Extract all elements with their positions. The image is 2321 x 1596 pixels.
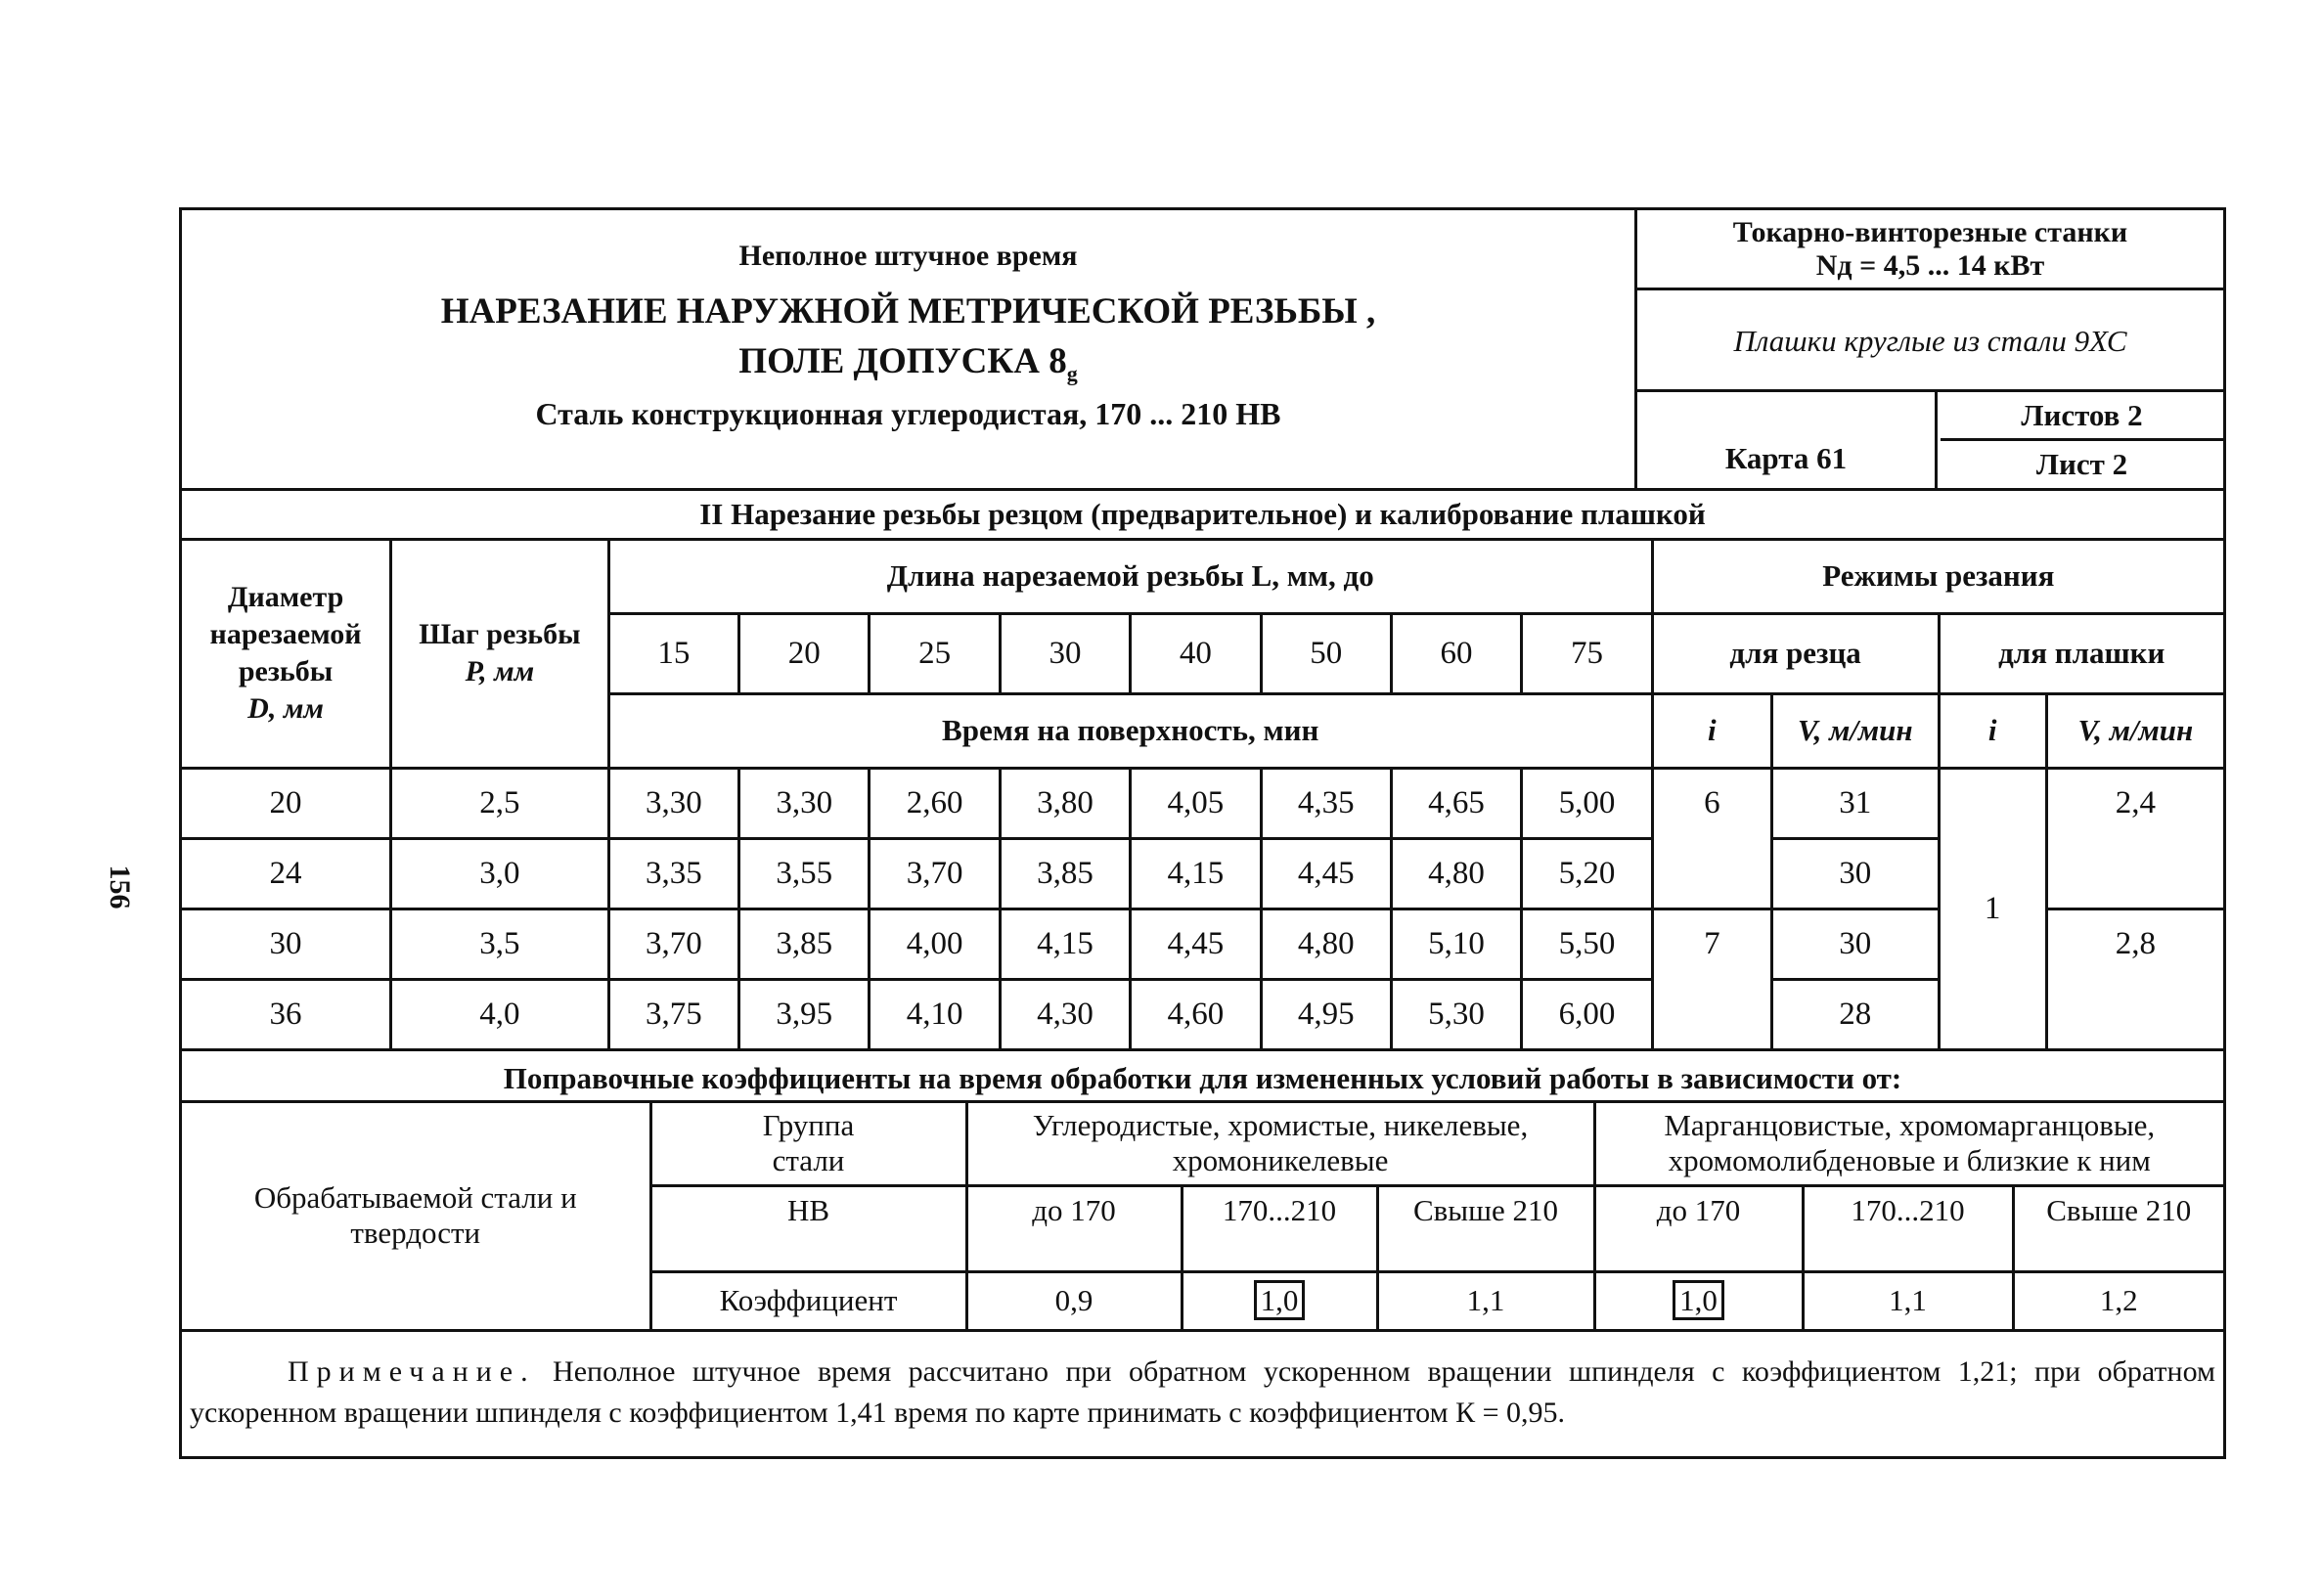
v-cut-cell: 28	[1772, 979, 1939, 1049]
v-die-cell: 2,8	[2046, 909, 2223, 1049]
i-die-header: i	[1939, 693, 2046, 768]
for-cutter-header: для резца	[1652, 613, 1939, 693]
col-diameter-label: Диаметр нарезаемой резьбы	[209, 581, 362, 688]
col-pitch-label: Шаг резьбы	[419, 618, 581, 651]
section-title: II Нарезание резьбы резцом (предварительное) и калибрование плашкой	[182, 491, 2223, 541]
i-cut-cell: 7	[1652, 909, 1771, 1049]
time-cell: 3,80	[1000, 768, 1130, 838]
time-cell: 4,80	[1391, 838, 1521, 909]
group-2-cell: Марганцовистые, хромомарганцовые, хромомолибденовые и близкие к ним	[1594, 1103, 2223, 1185]
card-sheet	[179, 207, 2226, 1459]
time-cell: 4,65	[1391, 768, 1521, 838]
header-line-4: Сталь конструкционная углеродистая, 170 ... 210 НВ	[535, 396, 1281, 431]
time-cell: 4,10	[870, 979, 1000, 1049]
time-cell: 3,85	[1000, 838, 1130, 909]
pitch-cell: 2,5	[391, 768, 609, 838]
length-cell: 40	[1131, 613, 1261, 693]
time-cell: 4,15	[1131, 838, 1261, 909]
v-cut-cell: 30	[1772, 909, 1939, 979]
group-1-cell: Углеродистые, хромистые, никелевые, хромоникелевые	[966, 1103, 1594, 1185]
length-cell: 30	[1000, 613, 1130, 693]
coef-cell: 1,1	[1377, 1271, 1594, 1330]
header-line-1: Неполное штучное время	[738, 240, 1078, 272]
time-cell: 4,05	[1131, 768, 1261, 838]
v-cut-header: V, м/мин	[1772, 693, 1939, 768]
table-row	[182, 909, 2223, 979]
time-cell: 3,75	[608, 979, 738, 1049]
time-table	[182, 541, 2223, 1051]
v-cut-cell: 31	[1772, 768, 1939, 838]
header-line-3-text: ПОЛЕ ДОПУСКА 8	[738, 341, 1067, 381]
tool-info: Плашки круглые из стали 9ХС	[1637, 293, 2223, 392]
length-cell: 20	[739, 613, 870, 693]
length-header: Длина нарезаемой резьбы L, мм, до	[608, 541, 1652, 613]
sheets-total: Листов 2	[1941, 392, 2223, 441]
coef-cell: 1,1	[1803, 1271, 2013, 1330]
pitch-cell: 3,5	[391, 909, 609, 979]
pitch-cell: 3,0	[391, 838, 609, 909]
time-cell: 5,50	[1522, 909, 1652, 979]
v-die-cell: 2,4	[2046, 768, 2223, 909]
time-cell: 5,00	[1522, 768, 1652, 838]
col-diameter-unit: D, мм	[247, 692, 324, 726]
col-pitch-unit: P, мм	[465, 655, 535, 688]
time-cell: 4,35	[1261, 768, 1391, 838]
col-diameter-header	[182, 541, 391, 768]
i-cut-header: i	[1652, 693, 1771, 768]
length-cell: 75	[1522, 613, 1652, 693]
time-cell: 4,80	[1261, 909, 1391, 979]
time-cell: 6,00	[1522, 979, 1652, 1049]
header-line-2: НАРЕЗАНИЕ НАРУЖНОЙ МЕТРИЧЕСКОЙ РЕЗЬБЫ ,	[440, 291, 1376, 332]
coef-label-cell: Коэффициент	[650, 1271, 966, 1330]
diameter-cell: 20	[182, 768, 391, 838]
time-cell: 4,00	[870, 909, 1000, 979]
hb-range-cell: до 170	[966, 1185, 1182, 1271]
time-header: Время на поверхность, мин	[608, 693, 1652, 768]
table-row	[182, 979, 2223, 1049]
note-label: Примечание.	[288, 1355, 536, 1388]
machine-line-2: Nд = 4,5 ... 14 кВт	[1815, 249, 2045, 282]
length-cell: 15	[608, 613, 738, 693]
i-die-cell: 1	[1939, 768, 2046, 1049]
time-cell: 5,10	[1391, 909, 1521, 979]
time-cell: 4,95	[1261, 979, 1391, 1049]
time-cell: 3,30	[739, 768, 870, 838]
i-cut-cell: 6	[1652, 768, 1771, 909]
time-cell: 4,15	[1000, 909, 1130, 979]
time-cell: 3,70	[608, 909, 738, 979]
machine-line-1: Токарно-винторезные станки	[1732, 216, 2128, 248]
time-cell: 4,45	[1261, 838, 1391, 909]
time-cell: 3,30	[608, 768, 738, 838]
time-cell: 3,55	[739, 838, 870, 909]
time-cell: 5,30	[1391, 979, 1521, 1049]
v-die-header: V, м/мин	[2046, 693, 2223, 768]
header-info-block	[1637, 210, 2223, 488]
time-cell: 3,95	[739, 979, 870, 1049]
coef-cell	[1182, 1271, 1377, 1330]
table-row	[182, 838, 2223, 909]
col-pitch-header	[391, 541, 609, 768]
corrections-table	[182, 1103, 2223, 1332]
time-cell: 3,35	[608, 838, 738, 909]
for-die-header: для плашки	[1939, 613, 2223, 693]
modes-header: Режимы резания	[1652, 541, 2223, 613]
hb-range-cell: 170...210	[1803, 1185, 2013, 1271]
diameter-cell: 36	[182, 979, 391, 1049]
length-cell: 50	[1261, 613, 1391, 693]
time-cell: 4,30	[1000, 979, 1130, 1049]
page-number: 156	[104, 864, 136, 909]
header-title-block	[182, 210, 1637, 488]
coef-cell	[1594, 1271, 1803, 1330]
time-cell: 5,20	[1522, 838, 1652, 909]
v-cut-cell: 30	[1772, 838, 1939, 909]
condition-cell: Обрабатываемой стали и твердости	[182, 1103, 650, 1330]
coef-cell: 0,9	[966, 1271, 1182, 1330]
length-cell: 60	[1391, 613, 1521, 693]
hb-range-cell: 170...210	[1182, 1185, 1377, 1271]
hb-label-cell: НВ	[650, 1185, 966, 1271]
pitch-cell: 4,0	[391, 979, 609, 1049]
time-cell: 3,85	[739, 909, 870, 979]
card-number: Карта 61	[1637, 392, 1938, 488]
hb-range-cell: Свыше 210	[2013, 1185, 2223, 1271]
header-line-3-sub: g	[1066, 361, 1078, 386]
diameter-cell: 30	[182, 909, 391, 979]
coef-boxed-value: 1,0	[1673, 1280, 1724, 1320]
time-cell: 4,45	[1131, 909, 1261, 979]
hb-range-cell: Свыше 210	[1377, 1185, 1594, 1271]
corrections-title: Поправочные коэффициенты на время обработки для измененных условий работы в зависимости от:	[182, 1048, 2223, 1103]
note	[182, 1342, 2223, 1434]
sheet-number: Лист 2	[2035, 447, 2128, 481]
header-line-3	[182, 340, 1634, 386]
diameter-cell: 24	[182, 838, 391, 909]
group-label-cell: Группа стали	[650, 1103, 966, 1185]
coef-boxed-value: 1,0	[1254, 1280, 1306, 1320]
table-row	[182, 768, 2223, 838]
length-cell: 25	[870, 613, 1000, 693]
coef-cell: 1,2	[2013, 1271, 2223, 1330]
machine-info	[1637, 210, 2223, 290]
time-cell: 4,60	[1131, 979, 1261, 1049]
time-cell: 3,70	[870, 838, 1000, 909]
hb-range-cell: до 170	[1594, 1185, 1803, 1271]
note-text: Неполное штучное время рассчитано при обратном ускоренном вращении шпинделя с коэффициентом 1,21; при обратном ускоренном вращении шпинделя с коэффициентом 1,41 время по карте принимать с коэффициентом К = 0,95.	[190, 1355, 2215, 1429]
time-cell: 2,60	[870, 768, 1000, 838]
header	[182, 210, 2223, 491]
